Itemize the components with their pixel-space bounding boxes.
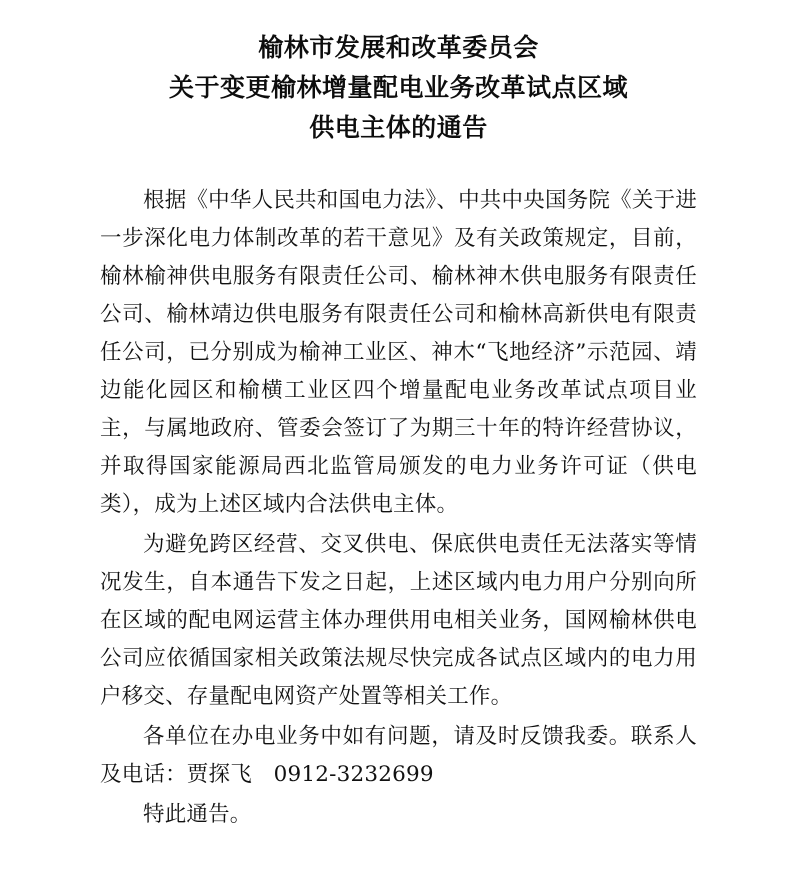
document-body [0, 148, 797, 834]
title-line-1: 榆林市发展和改革委员会 [258, 33, 539, 62]
page-title [0, 0, 797, 148]
title-line-2: 关于变更榆林增量配电业务改革试点区域 [168, 73, 628, 102]
paragraph-4: 特此通告。 [143, 802, 252, 827]
paragraph-3: 各单位在办电业务中如有问题，请及时反馈我委。联系人及电话：贾探飞 0912-3232699 [100, 724, 697, 787]
paragraph-2: 为避免跨区经营、交叉供电、保底供电责任无法落实等情况发生，自本通告下发之日起，上述区域内电力用户分别向所在区域的配电网运营主体办理供用电相关业务，国网榆林供电公司应依循国家相关政策法规尽快完成各试点区域内的电力用户移交、存量配电网资产处置等相关工作。 [100, 532, 697, 709]
page-left-margin-rule [0, 0, 3, 869]
paragraph-1: 根据《中华人民共和国电力法》、中共中央国务院《关于进一步深化电力体制改革的若干意见》及有关政策规定，目前，榆林榆神供电服务有限责任公司、榆林神木供电服务有限责任公司、榆林靖边供电服务有限责任公司和榆林高新供电有限责任公司，已分别成为榆神工业区、神木“飞地经济”示范园、靖边能化园区和榆横工业区四个增量配电业务改革试点项目业主，与属地政府、管委会签订了为期三十年的特许经营协议，并取得国家能源局西北监管局颁发的电力业务许可证（供电类），成为上述区域内合法供电主体。 [100, 188, 697, 517]
title-line-3: 供电主体的通告 [309, 113, 488, 142]
